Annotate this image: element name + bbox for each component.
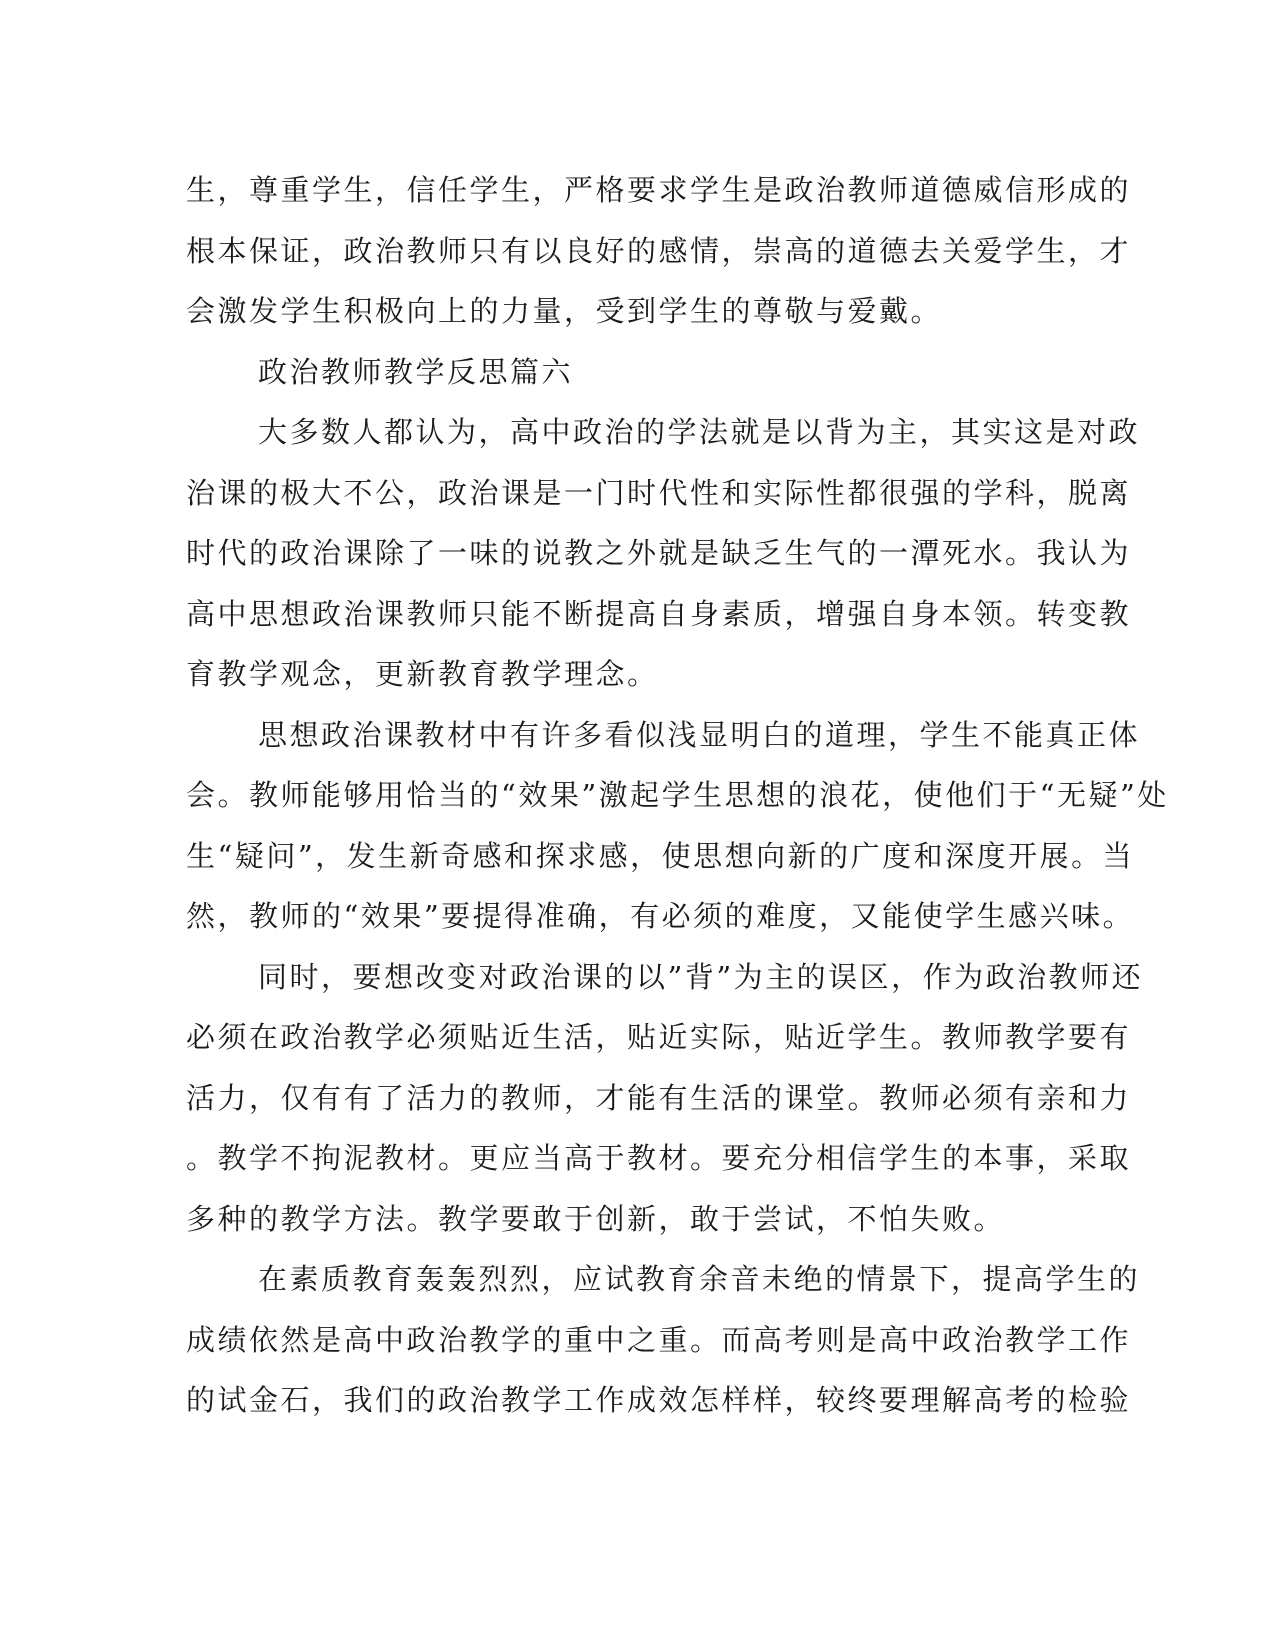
text-line: 会。教师能够用恰当的“效果”激起学生思想的浪花，使他们于“无疑”处 xyxy=(186,778,1169,812)
text-line: 治课的极大不公，政治课是一门时代性和实际性都很强的学科，脱离 xyxy=(186,475,1132,510)
text-line: 会激发学生积极向上的力量，受到学生的尊敬与爱戴。 xyxy=(186,294,943,328)
text-line: 的试金石，我们的政治教学工作成效怎样样，较终要理解高考的检验 xyxy=(186,1383,1132,1417)
paragraph-first-line: 在素质教育轰轰烈烈，应试教育余音未绝的情景下，提高学生的 xyxy=(258,1262,1141,1296)
text-line: 多种的教学方法。教学要敢于创新，敢于尝试，不怕失败。 xyxy=(186,1201,1006,1236)
text-line: 根本保证，政治教师只有以良好的感情，崇高的道德去关爱学生，才 xyxy=(186,233,1132,268)
text-line: 成绩依然是高中政治教学的重中之重。而高考则是高中政治教学工作 xyxy=(186,1322,1132,1357)
paragraph-first-line: 大多数人都认为，高中政治的学法就是以背为主，其实这是对政 xyxy=(258,415,1141,449)
text-line: 然，教师的“效果”要提得准确，有必须的难度，又能使学生感兴味。 xyxy=(186,899,1135,933)
text-line: 活力，仅有有了活力的教师，才能有生活的课堂。教师必须有亲和力 xyxy=(186,1080,1132,1115)
text-line: 时代的政治课除了一味的说教之外就是缺乏生气的一潭死水。我认为 xyxy=(186,536,1132,570)
text-line: 育教学观念，更新教育教学理念。 xyxy=(186,657,659,691)
text-line: 生，尊重学生，信任学生，严格要求学生是政治教师道德威信形成的 xyxy=(186,173,1132,207)
paragraph-first-line: 思想政治课教材中有许多看似浅显明白的道理，学生不能真正体 xyxy=(258,717,1141,752)
text-line: 高中思想政治课教师只能不断提高自身素质，增强自身本领。转变教 xyxy=(186,596,1132,631)
text-line: 生“疑问”，发生新奇感和探求感，使思想向新的广度和深度开展。当 xyxy=(186,838,1135,873)
text-line: 必须在政治教学必须贴近生活，贴近实际，贴近学生。教师教学要有 xyxy=(186,1020,1132,1054)
body-text xyxy=(186,160,1169,1431)
paragraph-first-line: 同时，要想改变对政治课的以”背”为主的误区，作为政治教师还 xyxy=(258,959,1144,994)
section-heading: 政治教师教学反思篇六 xyxy=(258,354,574,389)
text-line: 。教学不拘泥教材。更应当高于教材。要充分相信学生的本事，采取 xyxy=(186,1141,1132,1175)
